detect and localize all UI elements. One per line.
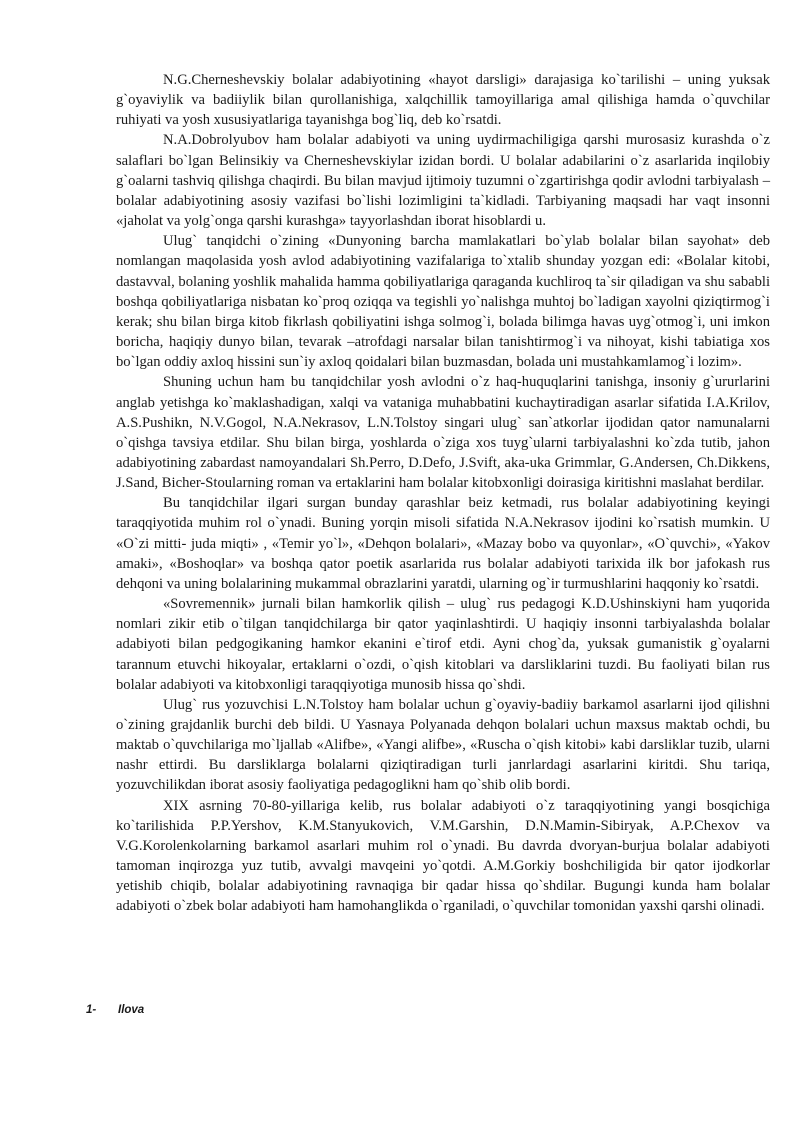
paragraph: Ulug` tanqidchi o`zining «Dunyoning barcha mamlakatlari bo`ylab bolalar bilan sayohat» deb nomlangan maqolasida yosh avlod adabiyotining vazifalariga to`xtalib shunday yozgan edi: «Bolalar kitobi, dastavval, bolaning yoshlik mahalida hamma qobiliyatlariga qaraganda kuchliroq ta`sir qiladigan va shu sababli boshqa qobiliyatlariga nisbatan ko`proq oziqqa va tegishli yo`nalishga muhtoj bo`ladigan xayolni qiziqtirmog`i kerak; shu bilan birga kitob fikrlash qobiliyatini ishga solmog`i, bolada bilimga havas uyg`otmog`i, uni imkon boricha, haqiqiy dunyo bilan, tevarak –atrofdagi narsalar bilan tanishtirmog`i va nihoyat, kishi tabiatiga xos bo`lgan oddiy axloq hissini sun`iy axloq qoidalari bilan buzmasdan, bolada uni mustahkamlamog`i lozim».: [116, 233, 770, 371]
document-body: [116, 70, 770, 917]
paragraph: Ulug` rus yozuvchisi L.N.Tolstoy ham bolalar uchun g`oyaviy-badiiy barkamol asarlarni ijod qilishni o`zining grajdanlik burchi deb bildi. U Yasnaya Polyanada dehqon bolalari uchun maxsus maktab ochdi, bu maktab o`quvchilariga mo`ljallab «Alifbe», «Yangi alifbe», «Ruscha o`qish kitobi» kabi darsliklar tuzib, ularni nashr ettirdi. Bu darsliklarga bolalarni qiziqtiradigan turli janrlardagi asarlarini kiritdi. Shu tariqa, yozuvchilikdan iborat asosiy faoliyatiga pedagoglikni ham qo`shib olib bordi.: [116, 696, 770, 794]
paragraph: «Sovremennik» jurnali bilan hamkorlik qilish – ulug` rus pedagogi K.D.Ushinskiyni ham yuqorida nomlari zikir etib o`tilgan tanqidchilarga bir qator yaqinlashtirdi. U haqiqiy insonni tarbiyalashda bolalar adabiyoti bilan pedgogikaning hamkor ekanini e`tirof etdi. Ayni chog`da, yuksak gumanistik g`oyalarni tarannum etuvchi hikoyalar, ertaklarni o`ozdi, o`qish kitoblari va darsliklarini tuzdi. Bu faoliyati bilan rus bolalar adabiyoti va kitobxonligi taraqqiyotiga munosib hissa qo`shdi.: [116, 596, 770, 693]
paragraph: XIX asrning 70-80-yillariga kelib, rus bolalar adabiyoti o`z taraqqiyotining yangi bosqichiga ko`tarilishida P.P.Yershov, K.M.Stanyukovich, V.M.Garshin, D.N.Mamin-Sibiryak, A.P.Chexov va V.G.Korolenkolarning barkamol asarlari muhim rol o`ynadi. Bu davrda dvoryan-burjua bolalar adabiyoti tamoman inqirozga yuz tutib, avvalgi mavqeini yo`qotdi. A.M.Gorkiy boshchiligida bir qator ijodkorlar yetishib chiqib, bolalar adabiyotining ravnaqiga bir qadar hissa qo`shdilar. Bugungi kunda ham bolalar adabiyoti o`zbek bolar adabiyoti ham hamohanglikda o`rganiladi, o`quvchilar tomonidan yaxshi qarshi olinadi.: [116, 797, 770, 915]
appendix-number: 1-: [86, 1004, 97, 1016]
paragraph: N.G.Cherneshevskiy bolalar adabiyotining «hayot darsligi» darajasiga ko`tarilishi – uning yuksak g`oyaviylik va badiiylik bilan qurollanishiga, xalqchillik tamoyillariga amal qilishiga hamda o`quvchilar ruhiyati va yosh xususiyatlariga tayanishga bog`liq, deb ko`rsatdi.: [116, 72, 770, 129]
appendix-label: [86, 1004, 144, 1016]
paragraph: Shuning uchun ham bu tanqidchilar yosh avlodni o`z haq-huquqlarini tanishga, insoniy g`ururlarini anglab yetishga ko`maklashadigan, xalqi va vataniga muhabbatini kuchaytiradigan asarlar sifatida I.A.Krilov, A.S.Pushikn, N.V.Gogol, N.A.Nekrasov, L.N.Tolstoy singari ulug` san`atkorlar ijodidan qator namunalarni o`qishga tavsiya etdilar. Shu bilan birga, yoshlarda o`ziga xos tuyg`ularni tarbiyalashni ko`zda tutib, jahon adabiyotining zabardast namoyandalari Sh.Perro, D.Defo, J.Svift, aka-uka Grimmlar, G.Andersen, Ch.Dikkens, J.Sand, Bicher-Stoularning roman va ertaklarini ham bolalar kitobxonligi doirasiga kiritishni maslahat berdilar.: [116, 374, 770, 492]
appendix-title: Ilova: [118, 1004, 145, 1016]
paragraph: N.A.Dobrolyubov ham bolalar adabiyoti va uning uydirmachiligiga qarshi murosasiz kurashda o`z salaflari bo`lgan Belinsikiy va Cherneshevskiylar izidan bordi. U bolalar adabilarini o`z asarlarida inqilobiy g`oalarni tashviq qilishga chaqirdi. Bu bilan mavjud ijtimoiy tuzumni o`zgartirishga qodir avlodni tarbiyalash – bolalar adabiyotining asosiy vazifasi bo`lishi lozimligini ta`kidladi. Tarbiyaning maqsadi har vaqt insonni «jaholat va yolg`onga qarshi kurashga» tayyorlashdan iborat hisoblardi u.: [116, 132, 770, 230]
paragraph: Bu tanqidchilar ilgari surgan bunday qarashlar beiz ketmadi, rus bolalar adabiyotining keyingi taraqqiyotida muhim rol o`ynadi. Buning yorqin misoli sifatida N.A.Nekrasov ijodini ko`rsatish mumkin. U «O`zi mitti- juda miqti» , «Temir yo`l», «Dehqon bolalari», «Mazay bobo va quyonlar», «O`quvchi», «Yakov amaki», «Boshoqlar» va boshqa qator poetik asarlarida rus bolalar adabiyoti tarixida ilk bor jafokash rus dehqoni va uning bolalarining mukammal obrazlarini yaratdi, ularning og`ir turmushlarini haqqoniy ko`rsatdi.: [116, 495, 770, 592]
